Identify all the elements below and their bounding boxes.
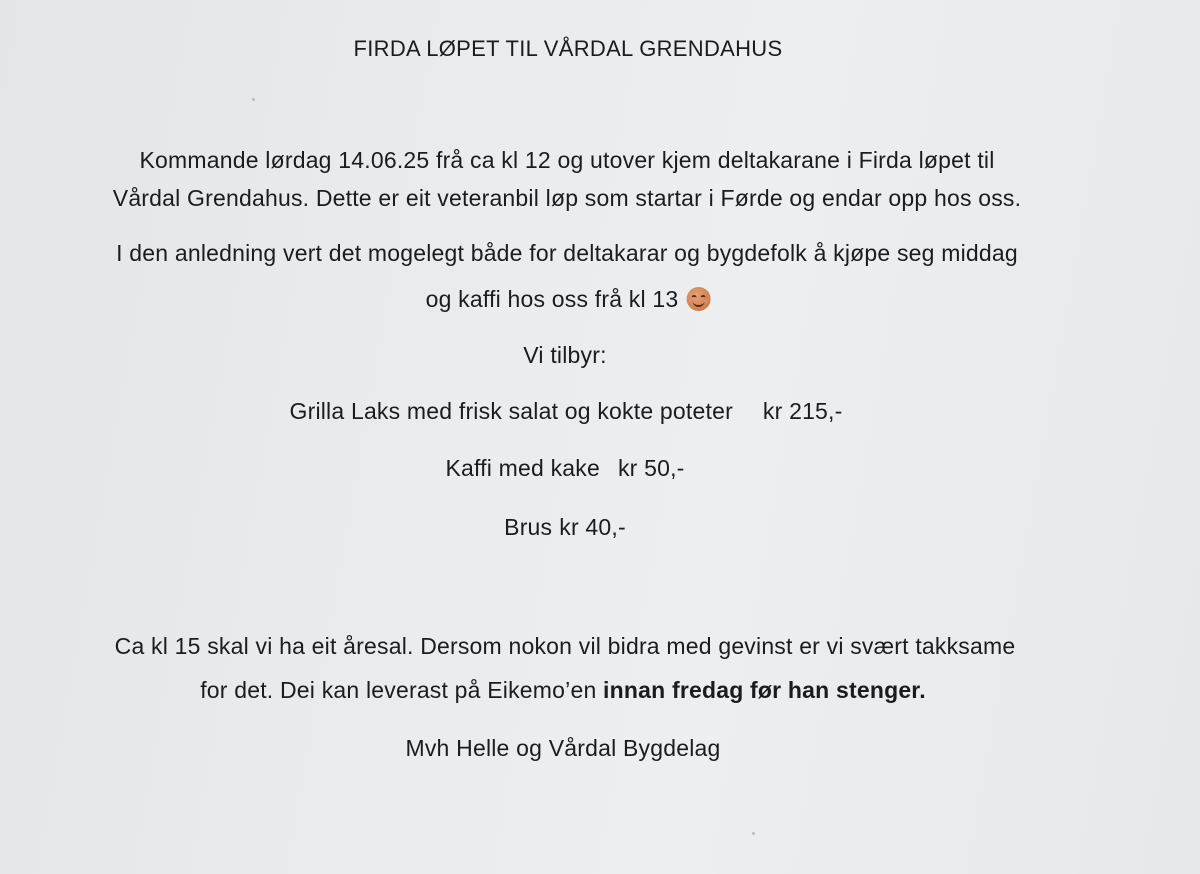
occasion-line-2 <box>426 287 711 311</box>
menu-item-price: kr 215,- <box>762 398 843 424</box>
menu-item-price: kr 40,- <box>559 514 626 540</box>
raffle-deadline-bold: innan fredag før han stenger. <box>603 677 926 703</box>
raffle-line-1: Ca kl 15 skal vi ha eit åresal. Dersom nokon vil bidra med gevinst er vi svært takksame <box>114 633 1016 659</box>
menu-item-price: kr 50,- <box>617 455 685 481</box>
smiling-face-icon <box>686 287 710 311</box>
menu-item-name: Kaffi med kake <box>445 455 600 481</box>
menu-item-salmon <box>289 400 842 423</box>
occasion-line-1: I den anledning vert det mogelegt både for deltakarar og bygdefolk å kjøpe seg middag <box>116 240 1018 266</box>
menu-item-name: Grilla Laks med frisk salat og kokte poteter <box>289 398 733 424</box>
signature: Mvh Helle og Vårdal Bygdelag <box>405 735 721 761</box>
menu-item-soda <box>504 516 626 539</box>
intro-line-1: Kommande lørdag 14.06.25 frå ca kl 12 og utover kjem deltakarane i Firda løpet til <box>139 147 995 173</box>
menu-item-coffee <box>445 457 684 480</box>
intro-line-2: Vårdal Grendahus. Dette er eit veteranbil løp som startar i Førde og endar opp hos oss. <box>112 185 1022 211</box>
raffle-line-2 <box>200 679 926 702</box>
menu-item-name: Brus <box>504 514 553 540</box>
paper-speck <box>752 832 755 835</box>
raffle-line-2-text: for det. Dei kan leverast på Eikemo’en <box>200 677 604 703</box>
occasion-line-2-text: og kaffi hos oss frå kl 13 <box>425 286 679 312</box>
offer-heading: Vi tilbyr: <box>523 342 607 368</box>
paper-speck <box>252 98 255 101</box>
notice-title: FIRDA LØPET TIL VÅRDAL GRENDAHUS <box>353 36 783 61</box>
